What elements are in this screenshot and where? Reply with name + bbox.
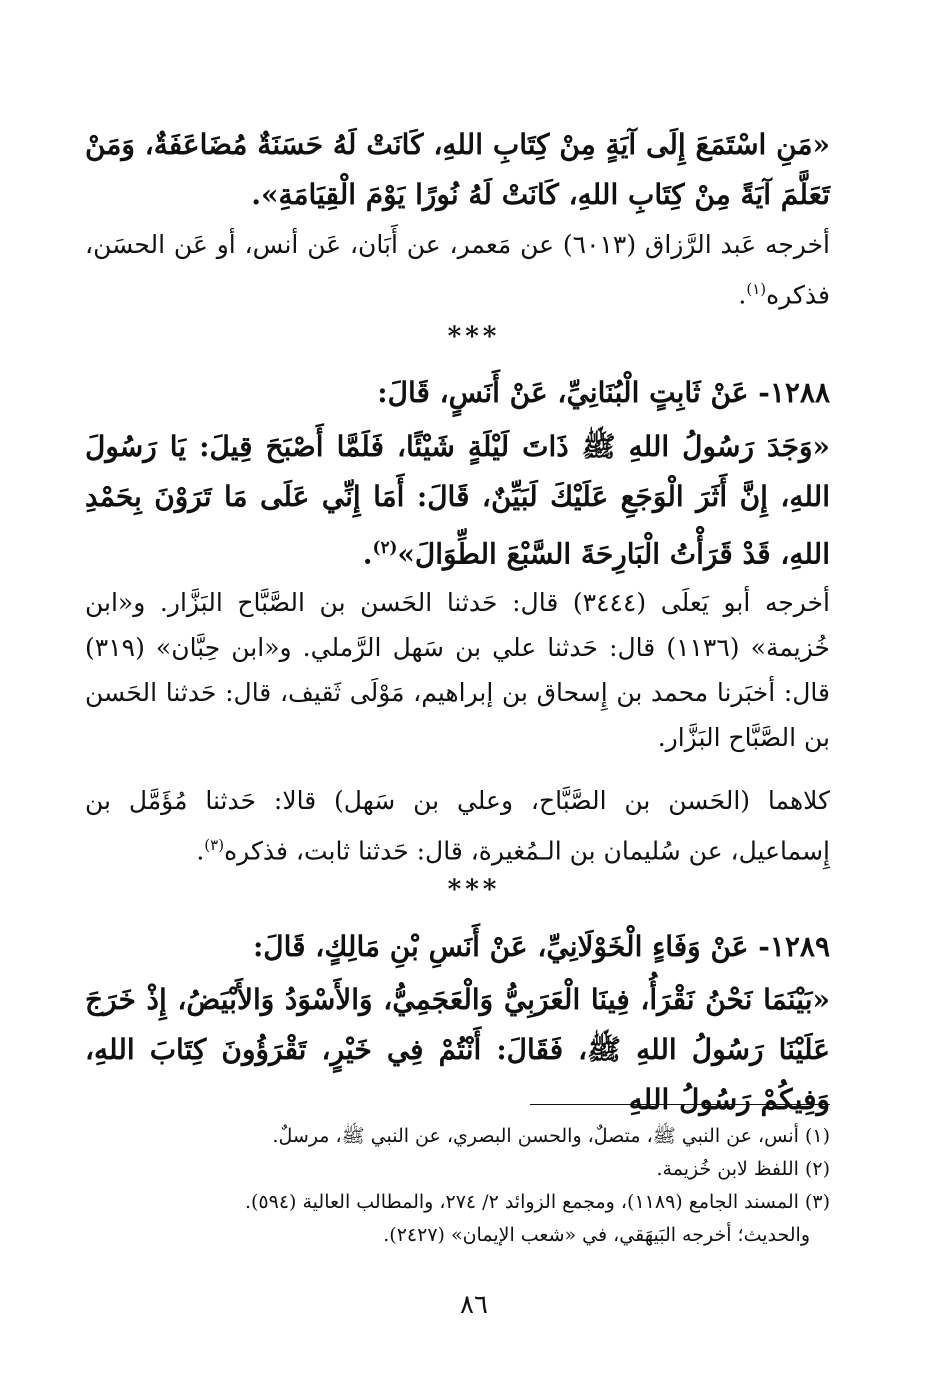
punctuation: . — [362, 537, 373, 571]
hadith-heading-text: ١٢٨٩- عَنْ وَفَاءٍ الْخَوْلَانِيِّ، عَنْ أَنَسِ بْنِ مَالِكٍ، قَالَ: — [252, 930, 830, 963]
footnote-divider — [530, 1104, 830, 1105]
section-separator: *** — [447, 322, 501, 352]
footnote-3: (٣) المسند الجامع (١١٨٩)، ومجمع الزوائد ٢/ ٢٧٤، والمطالب العالية (٥٩٤). — [244, 1191, 830, 1213]
hadith-heading-1288 — [85, 368, 830, 418]
hadith-1289-text — [85, 975, 830, 1125]
hadith-text: «مَنِ اسْتَمَعَ إِلَى آيَةٍ مِنْ كِتَابِ اللهِ، كَانَتْ لَهُ حَسَنَةٌ مُضَاعَفَةٌ، وَمَنْ تَعَلَّمَ آيَةً مِنْ كِتَابِ اللهِ، كَانَتْ لَهُ نُورًا يَوْمَ الْقِيَامَةِ». — [85, 128, 830, 211]
hadith-1288-text — [85, 422, 830, 579]
footnote-2: (٢) اللفظ لابن خُزيمة. — [656, 1158, 830, 1180]
hadith-text-continued — [85, 120, 830, 220]
hadith-heading-1289 — [85, 922, 830, 972]
footnote-3-continuation: والحديث؛ أخرجه البَيهَقي، في «شعب الإيمان» (٢٤٢٧). — [383, 1224, 810, 1246]
page-number: ٨٦ — [460, 1290, 488, 1320]
footnote-ref: (٢) — [372, 537, 398, 557]
footnote-ref: (٣) — [204, 836, 225, 854]
punctuation: . — [738, 280, 747, 310]
footnote-ref: (١) — [746, 280, 767, 298]
hadith-text: «وَجَدَ رَسُولُ اللهِ ﷺ ذَاتَ لَيْلَةٍ شَيْئًا، فَلَمَّا أَصْبَحَ قِيلَ: يَا رَسُولَ اللهِ، إِنَّ أَثَرَ الْوَجَعِ عَلَيْكَ لَبَيِّنٌ، قَالَ: أَمَا إِنِّي عَلَى مَا تَرَوْنَ بِحَمْدِ اللهِ، قَدْ قَرَأْتُ الْبَارِحَةَ السَّبْعَ الطِّوَالَ» — [85, 430, 830, 571]
takhrij-paragraph — [85, 580, 830, 760]
takhrij-text: كلاهما (الحَسن بن الصَّبَّاح، وعلي بن سَهل) قالا: حَدثنا مُؤَمَّل بن إِسماعيل، عن سُليمان بن الـمُغيرة، قال: حَدثنا ثابت، فذكره — [85, 786, 830, 866]
takhrij-text: أخرجه عَبد الرَّزاق (٦٠١٣) عن مَعمر، عن أَبَان، عَن أنس، أو عَن الحسَن، فذكره — [85, 230, 830, 310]
takhrij-text: أخرجه أبو يَعلَى (٣٤٤٤) قال: حَدثنا الحَسن بن الصَّبَّاح البَزَّار. و«ابن خُزيمة» (١١٣٦) قال: حَدثنا علي بن سَهل الرَّملي. و«ابن حِبَّان» (٣١٩) قال: أخبَرنا محمد بن إِسحاق بن إبراهيم، مَوْلَى ثَقيف، قال: حَدثنا الحَسن بن الصَّبَّاح البَزَّار. — [85, 588, 831, 752]
section-separator: *** — [447, 875, 501, 905]
hadith-text: «بَيْنَمَا نَحْنُ نَقْرَأُ، فِينَا الْعَرَبِيُّ وَالْعَجَمِيُّ، وَالأَسْوَدُ وَالأَبْيَضُ، إِذْ خَرَجَ عَلَيْنَا رَسُولُ اللهِ ﷺ، فَقَالَ: أَنْتُمْ فِي خَيْرٍ، تَقْرَؤُونَ كِتَابَ اللهِ، وَفِيكُمْ رَسُولُ اللهِ — [85, 983, 830, 1116]
footnote-1: (١) أنس، عن النبي ﷺ، متصلٌ، والحسن البصري، عن النبي ﷺ، مرسلٌ. — [272, 1125, 830, 1147]
footnotes — [200, 1120, 830, 1252]
hadith-heading-text: ١٢٨٨- عَنْ ثَابِتٍ الْبُنَانِيِّ، عَنْ أَنَسٍ، قَالَ: — [377, 376, 830, 409]
takhrij-paragraph — [85, 778, 830, 873]
punctuation: . — [196, 836, 205, 866]
takhrij-paragraph — [85, 222, 830, 317]
